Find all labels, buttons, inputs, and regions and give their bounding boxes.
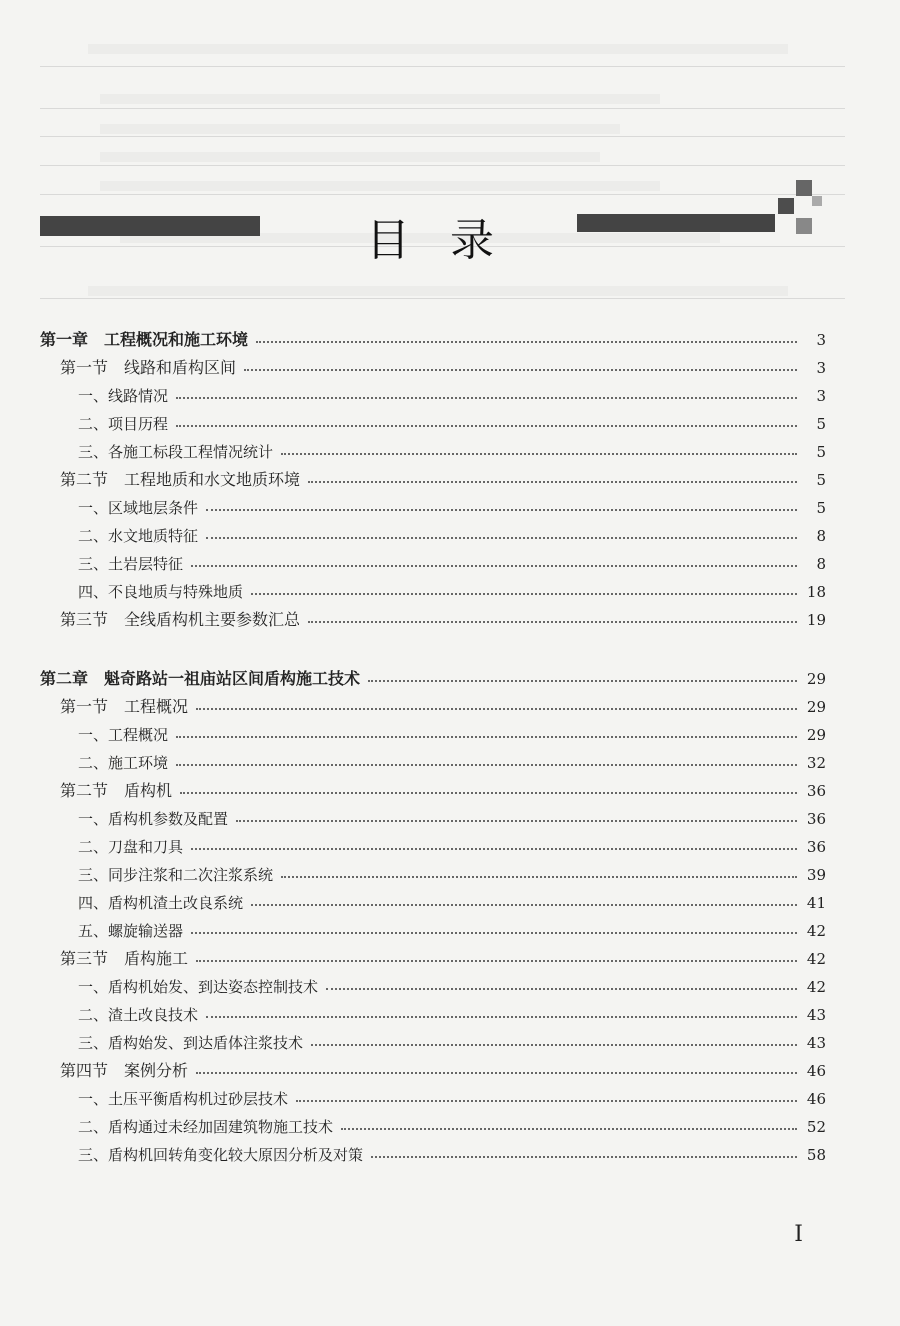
toc-entry-title: 第三节 全线盾构机主要参数汇总: [60, 610, 301, 629]
leader-dots: [281, 453, 797, 455]
toc-entry-subsection[interactable]: [40, 378, 826, 404]
toc-entry-page: 42: [806, 950, 826, 968]
toc-entry-page: 32: [806, 754, 826, 772]
decorative-square: [796, 180, 812, 196]
toc-entry-title: 二、刀盘和刀具: [78, 838, 184, 856]
leader-dots: [308, 481, 797, 483]
toc-entry-subsection[interactable]: [40, 969, 826, 995]
toc-entry-page: 41: [806, 894, 826, 912]
toc-entry-title: 第三节 盾构施工: [60, 949, 189, 968]
toc-entry-title: 第二节 盾构机: [60, 781, 173, 800]
toc-entry-subsection[interactable]: [40, 745, 826, 771]
toc-entry-page: 8: [816, 555, 826, 573]
leader-dots: [251, 904, 797, 906]
toc-entry-subsection[interactable]: [40, 546, 826, 572]
toc-entry-page: 42: [806, 922, 826, 940]
toc-entry-title: 四、盾构机渣土改良系统: [78, 894, 244, 912]
leader-dots: [308, 621, 797, 623]
toc-entry-subsection[interactable]: [40, 801, 826, 827]
toc-entry-page: 5: [816, 443, 826, 461]
toc-entry-page: 29: [806, 698, 826, 716]
leader-dots: [196, 1072, 797, 1074]
toc-entry-title: 一、盾构机始发、到达姿态控制技术: [78, 978, 319, 996]
toc-entry-subsection[interactable]: [40, 913, 826, 939]
toc-entry-page: 58: [806, 1146, 826, 1164]
toc-entry-subsection[interactable]: [40, 857, 826, 883]
leader-dots: [196, 960, 797, 962]
toc-entry-title: 四、不良地质与特殊地质: [78, 583, 244, 601]
toc-entry-subsection[interactable]: [40, 434, 826, 460]
toc-entry-title: 第一节 工程概况: [60, 697, 189, 716]
toc-entry-title: 三、各施工标段工程情况统计: [78, 443, 274, 461]
toc-entry-subsection[interactable]: [40, 1025, 826, 1051]
toc-entry-section[interactable]: [40, 689, 826, 715]
leader-dots: [176, 397, 797, 399]
toc-entry-subsection[interactable]: [40, 1137, 826, 1163]
leader-dots: [176, 425, 797, 427]
toc-entry-subsection[interactable]: [40, 518, 826, 544]
toc-entry-title: 二、渣土改良技术: [78, 1006, 199, 1024]
leader-dots: [176, 764, 797, 766]
toc-entry-section[interactable]: [40, 602, 826, 628]
toc-entry-title: 第一章 工程概况和施工环境: [40, 330, 249, 349]
leader-dots: [341, 1128, 797, 1130]
leader-dots: [180, 792, 797, 794]
toc-entry-title: 一、区域地层条件: [78, 499, 199, 517]
title-right-bar: [577, 214, 775, 232]
toc-entry-title: 三、盾构机回转角变化较大原因分析及对策: [78, 1146, 364, 1164]
toc-entry-page: 42: [806, 978, 826, 996]
leader-dots: [206, 509, 797, 511]
leader-dots: [191, 848, 797, 850]
toc-entry-subsection[interactable]: [40, 885, 826, 911]
leader-dots: [326, 988, 797, 990]
toc-entry-page: 29: [806, 670, 826, 688]
toc-entry-subsection[interactable]: [40, 717, 826, 743]
toc-entry-page: 5: [816, 499, 826, 517]
leader-dots: [191, 565, 797, 567]
decorative-square: [778, 198, 794, 214]
leader-dots: [256, 341, 797, 343]
page-title: 目录: [366, 215, 534, 266]
toc-entry-page: 46: [806, 1062, 826, 1080]
leader-dots: [176, 736, 797, 738]
toc-entry-page: 29: [806, 726, 826, 744]
toc-entry-subsection[interactable]: [40, 490, 826, 516]
toc-entry-title: 二、项目历程: [78, 415, 169, 433]
toc-entry-title: 一、盾构机参数及配置: [78, 810, 229, 828]
toc-entry-page: 52: [806, 1118, 826, 1136]
toc-entry-title: 第一节 线路和盾构区间: [60, 358, 237, 377]
toc-entry-title: 一、土压平衡盾构机过砂层技术: [78, 1090, 289, 1108]
toc-entry-page: 5: [816, 471, 826, 489]
toc-entry-title: 三、盾构始发、到达盾体注浆技术: [78, 1034, 304, 1052]
leader-dots: [368, 680, 797, 682]
leader-dots: [244, 369, 797, 371]
leader-dots: [206, 1016, 797, 1018]
toc-entry-page: 36: [806, 810, 826, 828]
toc-header: [0, 198, 900, 278]
toc-entry-page: 18: [806, 583, 826, 601]
leader-dots: [191, 932, 797, 934]
leader-dots: [196, 708, 797, 710]
toc-entry-section[interactable]: [40, 462, 826, 488]
toc-entry-subsection[interactable]: [40, 997, 826, 1023]
toc-entry-page: 8: [816, 527, 826, 545]
toc-entry-chapter-1[interactable]: [40, 322, 826, 348]
leader-dots: [311, 1044, 797, 1046]
toc-entry-title: 第二节 工程地质和水文地质环境: [60, 470, 301, 489]
leader-dots: [236, 820, 797, 822]
page-number: I: [794, 1222, 803, 1247]
toc-entry-subsection[interactable]: [40, 829, 826, 855]
toc-entry-subsection[interactable]: [40, 1109, 826, 1135]
toc-entry-page: 43: [806, 1034, 826, 1052]
toc-entry-title: 三、土岩层特征: [78, 555, 184, 573]
toc-entry-page: 3: [816, 331, 826, 349]
toc-entry-title: 第二章 魁奇路站一祖庙站区间盾构施工技术: [40, 669, 361, 688]
toc-entry-page: 3: [816, 359, 826, 377]
toc-entry-title: 二、施工环境: [78, 754, 169, 772]
toc-entry-subsection[interactable]: [40, 1081, 826, 1107]
leader-dots: [296, 1100, 797, 1102]
toc-entry-page: 39: [806, 866, 826, 884]
toc-entry-section[interactable]: [40, 941, 826, 967]
leader-dots: [371, 1156, 797, 1158]
toc-entry-page: 19: [806, 611, 826, 629]
toc-entry-page: 43: [806, 1006, 826, 1024]
toc-entry-page: 46: [806, 1090, 826, 1108]
leader-dots: [281, 876, 797, 878]
toc-entry-title: 一、线路情况: [78, 387, 169, 405]
toc-entry-title: 一、工程概况: [78, 726, 169, 744]
toc-entry-title: 第四节 案例分析: [60, 1061, 189, 1080]
toc-entry-page: 36: [806, 838, 826, 856]
leader-dots: [251, 593, 797, 595]
toc-entry-page: 3: [816, 387, 826, 405]
toc-entry-title: 二、盾构通过未经加固建筑物施工技术: [78, 1118, 334, 1136]
toc-entry-section[interactable]: [40, 350, 826, 376]
toc-entry-section[interactable]: [40, 773, 826, 799]
toc-entry-title: 三、同步注浆和二次注浆系统: [78, 866, 274, 884]
toc-entry-section[interactable]: [40, 1053, 826, 1079]
decorative-square: [796, 218, 812, 234]
toc-entry-subsection[interactable]: [40, 574, 826, 600]
toc-entry-title: 五、螺旋输送器: [78, 922, 184, 940]
toc-entry-page: 36: [806, 782, 826, 800]
toc-entry-title: 二、水文地质特征: [78, 527, 199, 545]
toc-entry-subsection[interactable]: [40, 406, 826, 432]
decorative-square: [812, 196, 822, 206]
toc-entry-chapter-2[interactable]: [40, 661, 826, 687]
toc-entry-page: 5: [816, 415, 826, 433]
leader-dots: [206, 537, 797, 539]
